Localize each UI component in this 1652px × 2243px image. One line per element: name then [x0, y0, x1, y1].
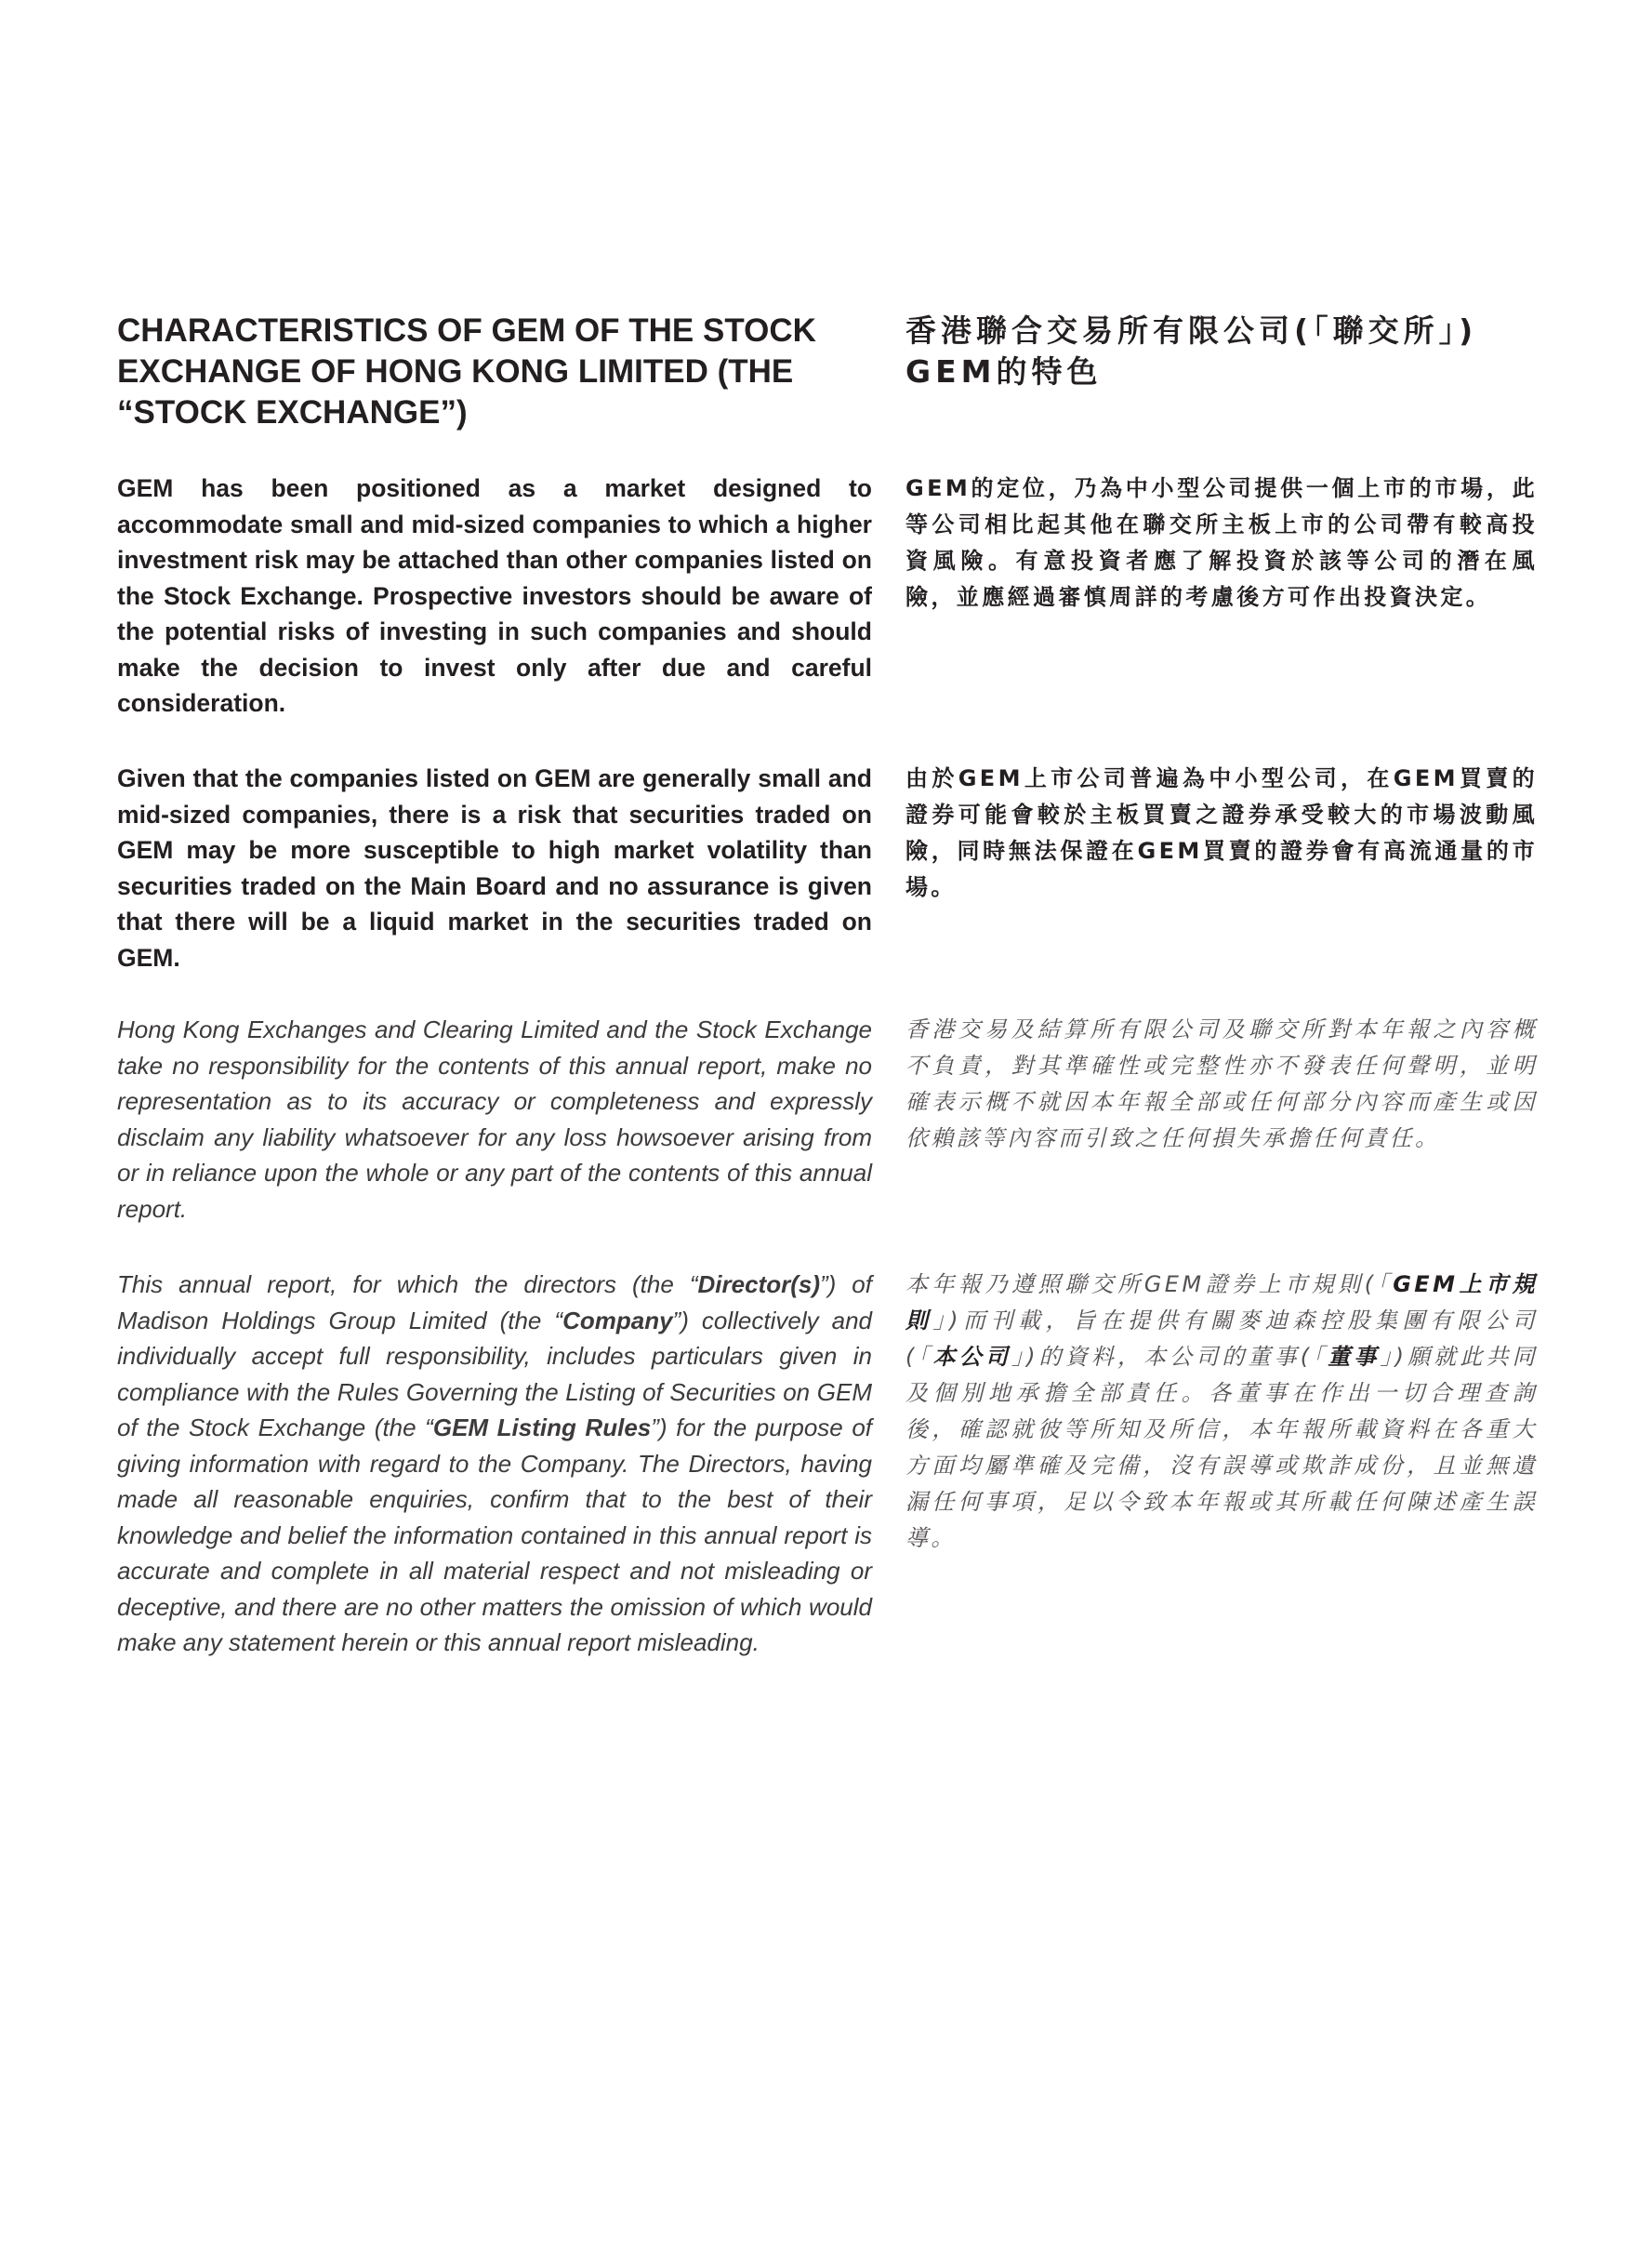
responsibility-zh-text-4: 」)願就此共同及個別地承擔全部責任。各董事在作出一切合理查詢後，確認就彼等所知及所信，本年報所載資料在各重大方面均屬準確及完備，沒有誤導或欺詐成份，且並無遺漏任何事項，足以令致本年報或其所載任何陳述產生誤導。: [905, 1344, 1538, 1551]
gem-positioning-paragraph-zh: GEM的定位，乃為中小型公司提供一個上市的市場，此等公司相比起其他在聯交所主板上市的公司帶有較高投資風險。有意投資者應了解投資於該等公司的潛在風險，並應經過審慎周詳的考慮後方可作出投資決定。: [905, 475, 1538, 610]
gem-listing-rules-term-zh: GEM上市規則: [905, 1271, 1538, 1334]
gem-volatility-paragraph-en: Given that the companies listed on GEM are generally small and mid-sized companies, there is a risk that securities traded on GEM may be more susceptible to high market volatility than securities traded on the Main Board and no assurance is given that there will be a liquid market in the securities traded on GEM.: [117, 764, 872, 972]
responsibility-statement-en: [117, 1267, 872, 1661]
gem-volatility-paragraph-zh: 由於GEM上市公司普遍為中小型公司，在GEM買賣的證券可能會較於主板買賣之證券承受較大的市場波動風險，同時無法保證在GEM買賣的證券會有高流通量的市場。: [905, 765, 1538, 900]
director-term: Director(s): [697, 1270, 820, 1298]
disclaimer-paragraph-en: Hong Kong Exchanges and Clearing Limited and the Stock Exchange take no responsibility for the contents of this annual report, make no representation as to its accuracy or completeness and expressly disclaim any liability whatsoever for any loss howsoever arising from or in reliance upon the whole or any part of the contents of this annual report.: [117, 1015, 872, 1223]
responsibility-statement-zh: [905, 1267, 1538, 1557]
responsibility-zh-text-1: 本年報乃遵照聯交所GEM證券上市規則(「: [905, 1271, 1394, 1297]
director-term-zh: 董事: [1328, 1344, 1381, 1370]
heading-chinese: [905, 311, 1538, 392]
responsibility-zh-text-2: 」)而刊載，旨在提供有關麥迪森控股集團有限公司(「: [905, 1307, 1539, 1370]
company-term-zh: 本公司: [932, 1344, 1011, 1370]
gem-listing-rules-term: GEM Listing Rules: [432, 1413, 652, 1441]
company-term: Company: [562, 1306, 673, 1334]
heading-chinese-line2: GEM的特色: [905, 353, 1103, 390]
responsibility-text-3: ”) collectively and individually accept full responsibility, includes particulars given in compliance with the Rules Governing the Listing of Securities on GEM of the Stock Exchange (the “: [117, 1306, 872, 1441]
responsibility-text-2: ”) of Madison Holdings Group Limited (the “: [117, 1270, 872, 1334]
responsibility-text-4: ”) for the purpose of giving information with regard to the Company. The Directors, having made all reasonable enquiries, confirm that to the best of their knowledge and belief the information contained in this annual report is accurate and complete in all material respect and not misleading or deceptive, and there are no other matters the omission of which would make any statement herein or this annual report misleading.: [117, 1413, 873, 1656]
heading-english: CHARACTERISTICS OF GEM OF THE STOCK EXCHANGE OF HONG KONG LIMITED (THE “STOCK EXCHANGE”): [117, 312, 816, 431]
heading-chinese-line1: 香港聯合交易所有限公司(「聯交所」): [905, 312, 1478, 349]
gem-positioning-paragraph-en: GEM has been positioned as a market designed to accommodate small and mid-sized companies to which a higher investment risk may be attached than other companies listed on the Stock Exchange. Prospective investors should be aware of the potential risks of investing in such companies and should make the decision to invest only after due and careful consideration.: [117, 474, 872, 717]
disclaimer-paragraph-zh: 香港交易及結算所有限公司及聯交所對本年報之內容概不負責，對其準確性或完整性亦不發表任何聲明，並明確表示概不就因本年報全部或任何部分內容而產生或因依賴該等內容而引致之任何損失承擔任何責任。: [905, 1016, 1538, 1151]
responsibility-text-1: This annual report, for which the directors (the “: [117, 1270, 698, 1298]
responsibility-zh-text-3: 」)的資料，本公司的董事(「: [1011, 1344, 1328, 1370]
